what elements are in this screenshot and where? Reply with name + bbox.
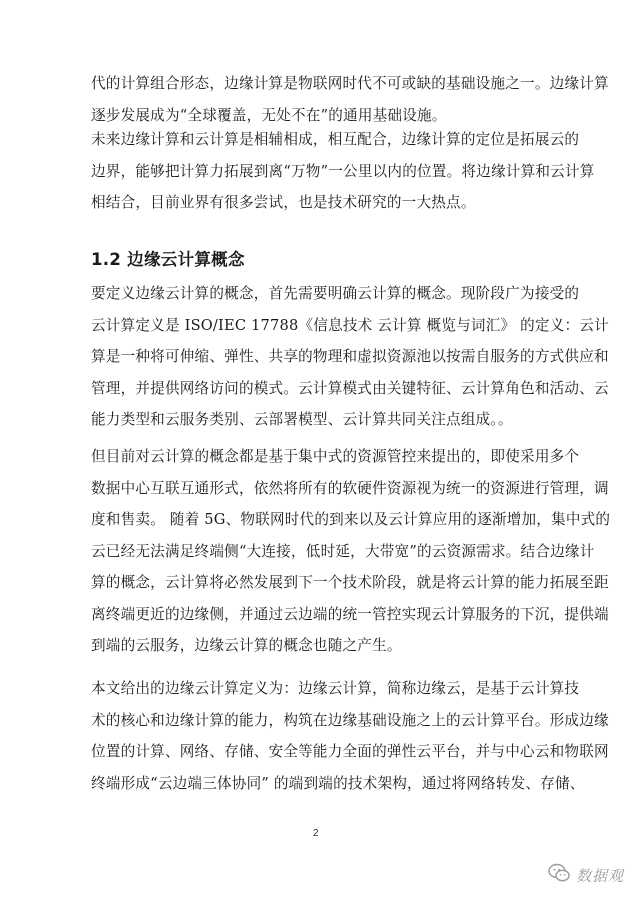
- text-line: 离终端更近的边缘侧，并通过云边端的统一管控实现云计算服务的下沉，提供端: [91, 605, 609, 623]
- text-line: 管理，并提供网络访问的模式。云计算模式由关键特征、云计算角色和活动、云: [91, 379, 609, 397]
- text-line: 到端的云服务，边缘云计算的概念也随之产生。: [91, 637, 402, 654]
- paragraph-edge-cloud: [91, 673, 609, 799]
- watermark-text: 数据观: [575, 866, 624, 885]
- text-line: 相结合，目前业界有很多尝试，也是技术研究的一大热点。: [91, 194, 476, 211]
- paragraph-future: [91, 124, 595, 219]
- paragraph-current: [91, 441, 611, 662]
- text-line: 代的计算组合形态，边缘计算是物联网时代不可或缺的基础设施之一。边缘计算: [91, 75, 609, 92]
- text-line: 终端形成“云边端三体协同” 的端到端的技术架构，通过将网络转发、存储、: [91, 774, 585, 792]
- text-line: 数据中心互联互通形式，依然将所有的软硬件资源视为统一的资源进行管理，调: [91, 479, 609, 497]
- text-line: 未来边缘计算和云计算是相辅相成，相互配合，边缘计算的定位是拓展云的: [91, 131, 580, 148]
- text-line: 算的概念，云计算将必然发展到下一个技术阶段，就是将云计算的能力拓展至距: [91, 574, 609, 591]
- text-line: 逐步发展成为“全球覆盖，无处不在”的通用基础设施。: [91, 106, 447, 124]
- wechat-icon: [548, 863, 570, 887]
- text-line: 术的核心和边缘计算的能力，构筑在边缘基础设施之上的云计算平台。形成边缘: [91, 711, 609, 729]
- text-line: 本文给出的边缘云计算定义为：边缘云计算，简称边缘云，是基于云计算技: [91, 680, 580, 697]
- text-line: 位置的计算、网络、存储、安全等能力全面的弹性云平台，并与中心云和物联网: [91, 743, 609, 760]
- text-line: 算是一种将可伸缩、弹性、共享的物理和虚拟资源池以按需自服务的方式供应和: [91, 348, 609, 365]
- page-number: 2: [313, 828, 319, 839]
- text-line: 要定义边缘云计算的概念，首先需要明确云计算的概念。现阶段广为接受的: [91, 285, 580, 302]
- text-line: 云计算定义是 ISO/IEC 17788《信息技术 云计算 概览与词汇》 的定义：云计: [91, 316, 609, 334]
- text-line: 但目前对云计算的概念都是基于集中式的资源管控来提出的，即使采用多个: [91, 448, 580, 465]
- intro-paragraph: [91, 68, 609, 131]
- text-line: 能力类型和云服务类别、云部署模型、云计算共同关注点组成。。: [91, 411, 513, 428]
- section-heading: 1.2 边缘云计算概念: [91, 250, 245, 269]
- paragraph-definition: [91, 278, 609, 436]
- text-line: 边界，能够把计算力拓展到离“万物”一公里以内的位置。将边缘计算和云计算: [91, 162, 595, 180]
- text-line: 度和售卖。 随着 5G、物联网时代的到来以及云计算应用的逐渐增加，集中式的: [91, 511, 611, 528]
- text-line: 云已经无法满足终端侧“大连接，低时延，大带宽”的云资源需求。结合边缘计: [91, 542, 595, 560]
- watermark: [548, 863, 624, 887]
